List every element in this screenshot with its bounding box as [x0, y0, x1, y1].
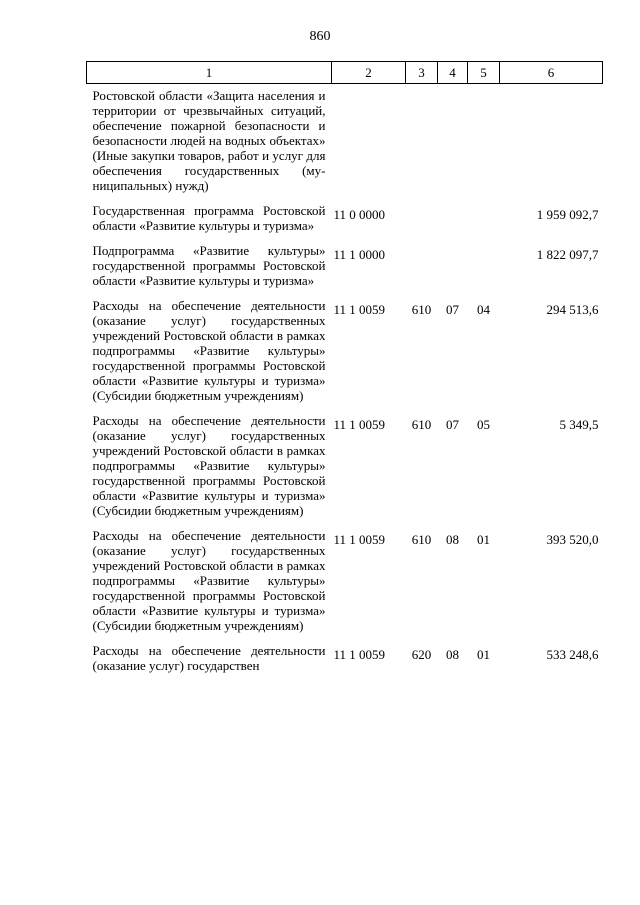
row-section: 07 — [446, 302, 459, 317]
table-row — [87, 528, 603, 643]
row-amount: 294 513,6 — [546, 302, 599, 317]
table-header-row — [87, 62, 603, 84]
row-section: 07 — [446, 417, 459, 432]
table-row — [87, 203, 603, 243]
row-section: 08 — [446, 647, 459, 662]
row-target-code — [332, 84, 406, 204]
table-row — [87, 84, 603, 204]
row-amount: 5 349,5 — [559, 417, 599, 432]
row-target-code: 11 0 0000 — [333, 207, 386, 222]
row-target-code: 11 1 0059 — [333, 417, 386, 432]
row-expense-type: 610 — [411, 417, 432, 432]
table-row — [87, 298, 603, 413]
table-row — [87, 643, 603, 683]
row-expense-type: 610 — [411, 532, 432, 547]
page-number: 860 — [309, 29, 331, 44]
row-target-code: 11 1 0000 — [333, 247, 386, 262]
row-subsection — [468, 243, 500, 298]
row-target-code: 11 1 0059 — [333, 647, 386, 662]
row-target-code: 11 1 0059 — [333, 302, 386, 317]
row-expense-type — [406, 84, 438, 204]
row-amount: 1 822 097,7 — [536, 247, 599, 262]
row-description: Подпрограмма «Развитие культуры» государственной программы Ростовской области «Развитие культуры и туризма» — [92, 243, 326, 288]
row-subsection: 01 — [477, 647, 490, 662]
column-header-3: 3 — [406, 62, 438, 84]
column-header-2: 2 — [332, 62, 406, 84]
row-section: 08 — [446, 532, 459, 547]
row-section — [438, 243, 468, 298]
row-subsection: 04 — [477, 302, 490, 317]
row-amount: 393 520,0 — [546, 532, 599, 547]
row-description: Расходы на обеспечение деятельности (оказание услуг) государственных учреждений Ростовской области в рамках подпрограммы «Развитие культуры» государственной программы Ростовской области «Развитие культуры и туризма» (Субсидии бюджетным учреждениям) — [92, 298, 326, 403]
row-subsection: 05 — [477, 417, 490, 432]
row-description: Расходы на обеспечение деятельности (оказание услуг) государствен — [92, 643, 326, 673]
row-section — [438, 203, 468, 243]
row-description: Ростовской области «Защита населения и территории от чрезвычайных ситуаций, обеспечение пожарной безопасности и безопасности людей на водных объектах» (Иные закупки товаров, работ и услуг для обеспечения государственных (муниципальных) нужд) — [92, 88, 326, 193]
row-subsection — [468, 84, 500, 204]
column-header-1: 1 — [87, 62, 332, 84]
row-description: Государственная программа Ростовской области «Развитие культуры и туризма» — [92, 203, 326, 233]
row-amount — [500, 84, 603, 204]
budget-table — [86, 61, 603, 683]
table-row — [87, 243, 603, 298]
column-header-5: 5 — [468, 62, 500, 84]
row-expense-type: 610 — [411, 302, 432, 317]
column-header-4: 4 — [438, 62, 468, 84]
row-expense-type — [406, 243, 438, 298]
table-row — [87, 413, 603, 528]
row-amount: 1 959 092,7 — [536, 207, 599, 222]
row-description: Расходы на обеспечение деятельности (оказание услуг) государственных учреждений Ростовской области в рамках подпрограммы «Развитие культуры» государственной программы Ростовской области «Развитие культуры и туризма» (Субсидии бюджетным учреждениям) — [92, 413, 326, 518]
row-subsection: 01 — [477, 532, 490, 547]
row-expense-type: 620 — [411, 647, 432, 662]
row-subsection — [468, 203, 500, 243]
row-section — [438, 84, 468, 204]
row-description: Расходы на обеспечение деятельности (оказание услуг) государственных учреждений Ростовской области в рамках подпрограммы «Развитие культуры» государственной программы Ростовской области «Развитие культуры и туризма» (Субсидии бюджетным учреждениям) — [92, 528, 326, 633]
row-expense-type — [406, 203, 438, 243]
row-target-code: 11 1 0059 — [333, 532, 386, 547]
column-header-6: 6 — [500, 62, 603, 84]
row-amount: 533 248,6 — [546, 647, 599, 662]
